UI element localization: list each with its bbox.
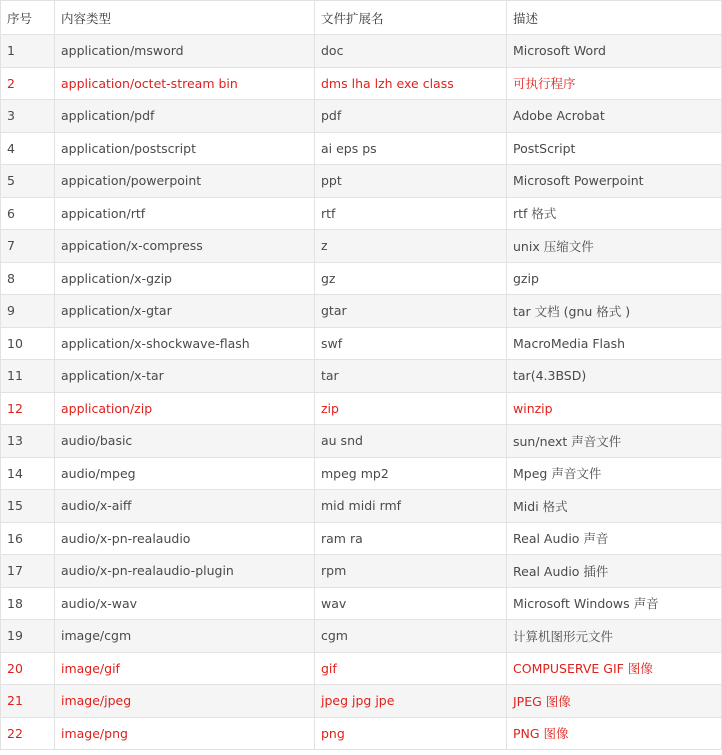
row-content-type: appication/x-compress xyxy=(55,230,315,263)
table-row xyxy=(1,197,722,230)
row-file-extension: gtar xyxy=(315,295,507,328)
row-description: Adobe Acrobat xyxy=(507,100,722,133)
row-file-extension: jpeg jpg jpe xyxy=(315,685,507,718)
table-row xyxy=(1,295,722,328)
row-description: 可执行程序 xyxy=(507,67,722,100)
row-content-type: application/zip xyxy=(55,392,315,425)
row-description: COMPUSERVE GIF 图像 xyxy=(507,652,722,685)
row-description: Microsoft Powerpoint xyxy=(507,165,722,198)
row-file-extension: gz xyxy=(315,262,507,295)
row-content-type: image/cgm xyxy=(55,620,315,653)
table-row xyxy=(1,555,722,588)
row-file-extension: z xyxy=(315,230,507,263)
table-row xyxy=(1,230,722,263)
header-content-type: 内容类型 xyxy=(55,1,315,35)
row-description: Microsoft Windows 声音 xyxy=(507,587,722,620)
header-file-extension: 文件扩展名 xyxy=(315,1,507,35)
row-number: 1 xyxy=(1,35,55,68)
row-file-extension: png xyxy=(315,717,507,750)
row-content-type: application/x-shockwave-flash xyxy=(55,327,315,360)
header-row xyxy=(1,1,722,35)
row-description: Real Audio 声音 xyxy=(507,522,722,555)
table-row xyxy=(1,327,722,360)
table-row xyxy=(1,360,722,393)
row-description: tar 文档 (gnu 格式 ) xyxy=(507,295,722,328)
row-file-extension: au snd xyxy=(315,425,507,458)
table-row xyxy=(1,717,722,750)
row-content-type: application/x-tar xyxy=(55,360,315,393)
row-file-extension: swf xyxy=(315,327,507,360)
row-file-extension: doc xyxy=(315,35,507,68)
row-file-extension: zip xyxy=(315,392,507,425)
row-number: 5 xyxy=(1,165,55,198)
row-content-type: application/octet-stream bin xyxy=(55,67,315,100)
row-content-type: audio/basic xyxy=(55,425,315,458)
table-row xyxy=(1,132,722,165)
row-number: 6 xyxy=(1,197,55,230)
row-number: 3 xyxy=(1,100,55,133)
table-row xyxy=(1,685,722,718)
row-description: winzip xyxy=(507,392,722,425)
row-content-type: audio/mpeg xyxy=(55,457,315,490)
row-content-type: application/postscript xyxy=(55,132,315,165)
row-description: MacroMedia Flash xyxy=(507,327,722,360)
row-file-extension: wav xyxy=(315,587,507,620)
row-number: 11 xyxy=(1,360,55,393)
row-file-extension: gif xyxy=(315,652,507,685)
row-description: JPEG 图像 xyxy=(507,685,722,718)
row-description: PostScript xyxy=(507,132,722,165)
row-content-type: appication/rtf xyxy=(55,197,315,230)
row-content-type: audio/x-pn-realaudio xyxy=(55,522,315,555)
row-description: 计算机图形元文件 xyxy=(507,620,722,653)
row-number: 14 xyxy=(1,457,55,490)
row-number: 20 xyxy=(1,652,55,685)
row-content-type: application/msword xyxy=(55,35,315,68)
row-number: 18 xyxy=(1,587,55,620)
row-file-extension: ai eps ps xyxy=(315,132,507,165)
row-number: 8 xyxy=(1,262,55,295)
row-description: Midi 格式 xyxy=(507,490,722,523)
row-file-extension: tar xyxy=(315,360,507,393)
table-row xyxy=(1,490,722,523)
row-content-type: appication/powerpoint xyxy=(55,165,315,198)
row-file-extension: cgm xyxy=(315,620,507,653)
row-number: 9 xyxy=(1,295,55,328)
row-number: 16 xyxy=(1,522,55,555)
row-number: 2 xyxy=(1,67,55,100)
row-content-type: application/pdf xyxy=(55,100,315,133)
row-description: PNG 图像 xyxy=(507,717,722,750)
row-content-type: audio/x-aiff xyxy=(55,490,315,523)
table-row xyxy=(1,587,722,620)
row-file-extension: mpeg mp2 xyxy=(315,457,507,490)
table-row xyxy=(1,100,722,133)
table-row xyxy=(1,165,722,198)
row-content-type: image/gif xyxy=(55,652,315,685)
row-content-type: audio/x-wav xyxy=(55,587,315,620)
row-file-extension: rtf xyxy=(315,197,507,230)
table-row xyxy=(1,262,722,295)
table-header xyxy=(1,1,722,35)
row-number: 12 xyxy=(1,392,55,425)
row-number: 7 xyxy=(1,230,55,263)
table-row xyxy=(1,620,722,653)
row-description: gzip xyxy=(507,262,722,295)
row-file-extension: ram ra xyxy=(315,522,507,555)
table-row xyxy=(1,522,722,555)
row-file-extension: rpm xyxy=(315,555,507,588)
row-number: 13 xyxy=(1,425,55,458)
header-description: 描述 xyxy=(507,1,722,35)
table-row xyxy=(1,457,722,490)
row-description: tar(4.3BSD) xyxy=(507,360,722,393)
table-row xyxy=(1,425,722,458)
row-content-type: audio/x-pn-realaudio-plugin xyxy=(55,555,315,588)
row-description: sun/next 声音文件 xyxy=(507,425,722,458)
row-description: Microsoft Word xyxy=(507,35,722,68)
row-number: 21 xyxy=(1,685,55,718)
table-row xyxy=(1,392,722,425)
row-number: 10 xyxy=(1,327,55,360)
table-body xyxy=(1,35,722,750)
row-description: Mpeg 声音文件 xyxy=(507,457,722,490)
row-file-extension: dms lha lzh exe class xyxy=(315,67,507,100)
row-number: 4 xyxy=(1,132,55,165)
row-file-extension: mid midi rmf xyxy=(315,490,507,523)
row-description: unix 压缩文件 xyxy=(507,230,722,263)
row-content-type: image/png xyxy=(55,717,315,750)
row-content-type: application/x-gtar xyxy=(55,295,315,328)
row-description: rtf 格式 xyxy=(507,197,722,230)
row-content-type: image/jpeg xyxy=(55,685,315,718)
row-number: 15 xyxy=(1,490,55,523)
header-number: 序号 xyxy=(1,1,55,35)
row-file-extension: pdf xyxy=(315,100,507,133)
row-number: 17 xyxy=(1,555,55,588)
table-row xyxy=(1,652,722,685)
row-content-type: application/x-gzip xyxy=(55,262,315,295)
row-number: 19 xyxy=(1,620,55,653)
row-description: Real Audio 插件 xyxy=(507,555,722,588)
table-row xyxy=(1,67,722,100)
table-row xyxy=(1,35,722,68)
row-file-extension: ppt xyxy=(315,165,507,198)
row-number: 22 xyxy=(1,717,55,750)
